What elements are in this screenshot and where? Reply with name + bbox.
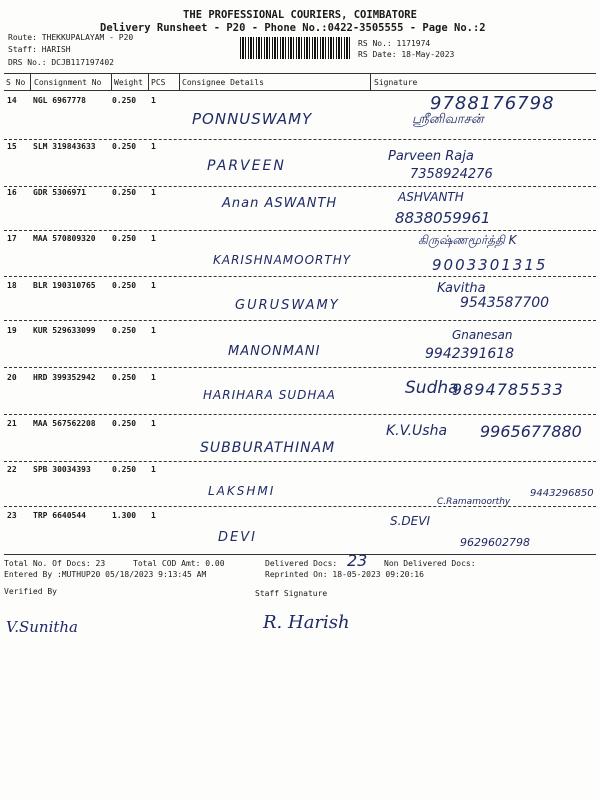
row-sno: 16 [7, 188, 17, 197]
signature-phone: 7358924276 [410, 167, 493, 182]
row-pcs: 1 [151, 281, 156, 290]
total-cod-amount: Total COD Amt: 0.00 [133, 559, 225, 568]
row-divider [4, 230, 596, 231]
rs-date: RS Date: 18-May-2023 [358, 50, 455, 59]
row-pcs: 1 [151, 373, 156, 382]
row-divider [4, 367, 596, 368]
col-header-consignment: Consignment No [34, 78, 102, 87]
rs-number: RS No.: 1171974 [358, 39, 431, 48]
consignee-name: KARISHNAMOORTHY [213, 253, 352, 267]
row-consignment-no: GDR 5306971 [33, 188, 86, 197]
row-consignment-no: MAA 567562208 [33, 419, 96, 428]
row-pcs: 1 [151, 511, 156, 520]
row-sno: 18 [7, 281, 17, 290]
signature-phone: 9629602798 [460, 536, 530, 549]
col-divider [179, 74, 180, 90]
signature-phone: 9443296850 [530, 488, 594, 499]
verifier-signature: V.Sunitha [6, 618, 79, 636]
signature-phone: 9003301315 [432, 256, 548, 274]
col-header-consignee: Consignee Details [182, 78, 264, 87]
row-pcs: 1 [151, 326, 156, 335]
row-pcs: 1 [151, 465, 156, 474]
signature-phone: 9543587700 [460, 295, 550, 311]
consignee-name: Anan ASWANTH [222, 196, 338, 211]
signature-name: Gnanesan [452, 328, 513, 342]
signature-name: C.Ramamoorthy [437, 497, 511, 507]
signature-name: Sudha [405, 378, 459, 398]
consignee-name: GURUSWAMY [235, 298, 340, 313]
delivered-docs-value: 23 [347, 551, 368, 570]
row-pcs: 1 [151, 234, 156, 243]
row-sno: 23 [7, 511, 17, 520]
col-divider [111, 74, 112, 90]
company-title: THE PROFESSIONAL COURIERS, COIMBATORE [183, 9, 417, 21]
row-pcs: 1 [151, 419, 156, 428]
signature-name: கிருஷ்ணமூர்த்தி K [418, 233, 517, 247]
consignee-name: HARIHARA SUDHAA [203, 388, 336, 402]
row-weight: 0.250 [112, 419, 137, 428]
consignee-name: LAKSHMI [208, 484, 276, 498]
col-header-sno: S No [6, 78, 26, 87]
signature-phone: 9894785533 [452, 380, 564, 399]
row-sno: 20 [7, 373, 17, 382]
total-docs: Total No. Of Docs: 23 [4, 559, 106, 568]
row-consignment-no: HRD 399352942 [33, 373, 96, 382]
footer-rule [4, 554, 596, 555]
signature-phone: 9942391618 [425, 346, 515, 362]
row-weight: 0.250 [112, 465, 137, 474]
consignee-name: MANONMANI [228, 344, 321, 359]
row-sno: 19 [7, 326, 17, 335]
col-divider [370, 74, 371, 90]
row-divider [4, 506, 596, 507]
non-delivered-docs: Non Delivered Docs: [384, 559, 476, 568]
signature-name: ஸ்ரீனிவாசன் [412, 112, 484, 127]
consignee-name: SUBBURATHINAM [200, 440, 336, 456]
col-divider [148, 74, 149, 90]
row-divider [4, 139, 596, 140]
header-top-rule [4, 73, 596, 74]
row-sno: 17 [7, 234, 17, 243]
signature-name: Parveen Raja [388, 149, 474, 164]
col-header-signature: Signature [374, 78, 418, 87]
row-weight: 0.250 [112, 188, 137, 197]
route-info: Route: THEKKUPALAYAM - P20 [8, 33, 134, 42]
signature-name: Kavitha [437, 281, 486, 296]
row-sno: 22 [7, 465, 17, 474]
row-consignment-no: SLM 319843633 [33, 142, 96, 151]
verified-by-label: Verified By [4, 587, 57, 596]
row-divider [4, 461, 596, 462]
staff-signature: R. Harish [263, 612, 350, 633]
consignee-name: PONNUSWAMY [192, 110, 313, 128]
row-pcs: 1 [151, 142, 156, 151]
signature-phone: 8838059961 [395, 209, 491, 227]
row-consignment-no: MAA 570809320 [33, 234, 96, 243]
signature-name: S.DEVI [390, 514, 431, 528]
entered-by: Entered By :MUTHUP20 05/18/2023 9:13:45 AM [4, 570, 207, 579]
consignee-name: DEVI [218, 530, 257, 545]
signature-phone: 9788176798 [430, 93, 555, 114]
col-header-weight: Weight [114, 78, 143, 87]
row-pcs: 1 [151, 96, 156, 105]
reprinted-on: Reprinted On: 18-05-2023 09:20:16 [265, 570, 424, 579]
row-pcs: 1 [151, 188, 156, 197]
row-divider [4, 276, 596, 277]
row-weight: 0.250 [112, 234, 137, 243]
runsheet-subtitle: Delivery Runsheet - P20 - Phone No.:0422-3505555 - Page No.:2 [100, 22, 486, 34]
row-weight: 0.250 [112, 326, 137, 335]
row-weight: 0.250 [112, 96, 137, 105]
col-divider [30, 74, 31, 90]
row-weight: 0.250 [112, 142, 137, 151]
row-consignment-no: NGL 6967778 [33, 96, 86, 105]
row-sno: 21 [7, 419, 17, 428]
signature-name: K.V.Usha [386, 423, 448, 439]
row-consignment-no: KUR 529633099 [33, 326, 96, 335]
row-divider [4, 414, 596, 415]
signature-phone: 9965677880 [480, 422, 582, 441]
row-consignment-no: TRP 6640544 [33, 511, 86, 520]
row-sno: 15 [7, 142, 17, 151]
barcode [240, 37, 352, 59]
staff-info: Staff: HARISH [8, 45, 71, 54]
row-divider [4, 186, 596, 187]
row-weight: 1.300 [112, 511, 137, 520]
row-divider [4, 320, 596, 321]
row-weight: 0.250 [112, 373, 137, 382]
delivered-docs-label: Delivered Docs: [265, 559, 338, 568]
signature-name: ASHVANTH [398, 190, 464, 204]
row-weight: 0.250 [112, 281, 137, 290]
row-consignment-no: BLR 190310765 [33, 281, 96, 290]
header-bottom-rule [4, 90, 596, 91]
row-sno: 14 [7, 96, 17, 105]
staff-signature-label: Staff Signature [255, 589, 328, 598]
consignee-name: PARVEEN [207, 158, 286, 174]
drs-number: DRS No.: DCJB117197402 [8, 58, 114, 67]
col-header-pcs: PCS [151, 78, 166, 87]
row-consignment-no: SPB 30034393 [33, 465, 91, 474]
